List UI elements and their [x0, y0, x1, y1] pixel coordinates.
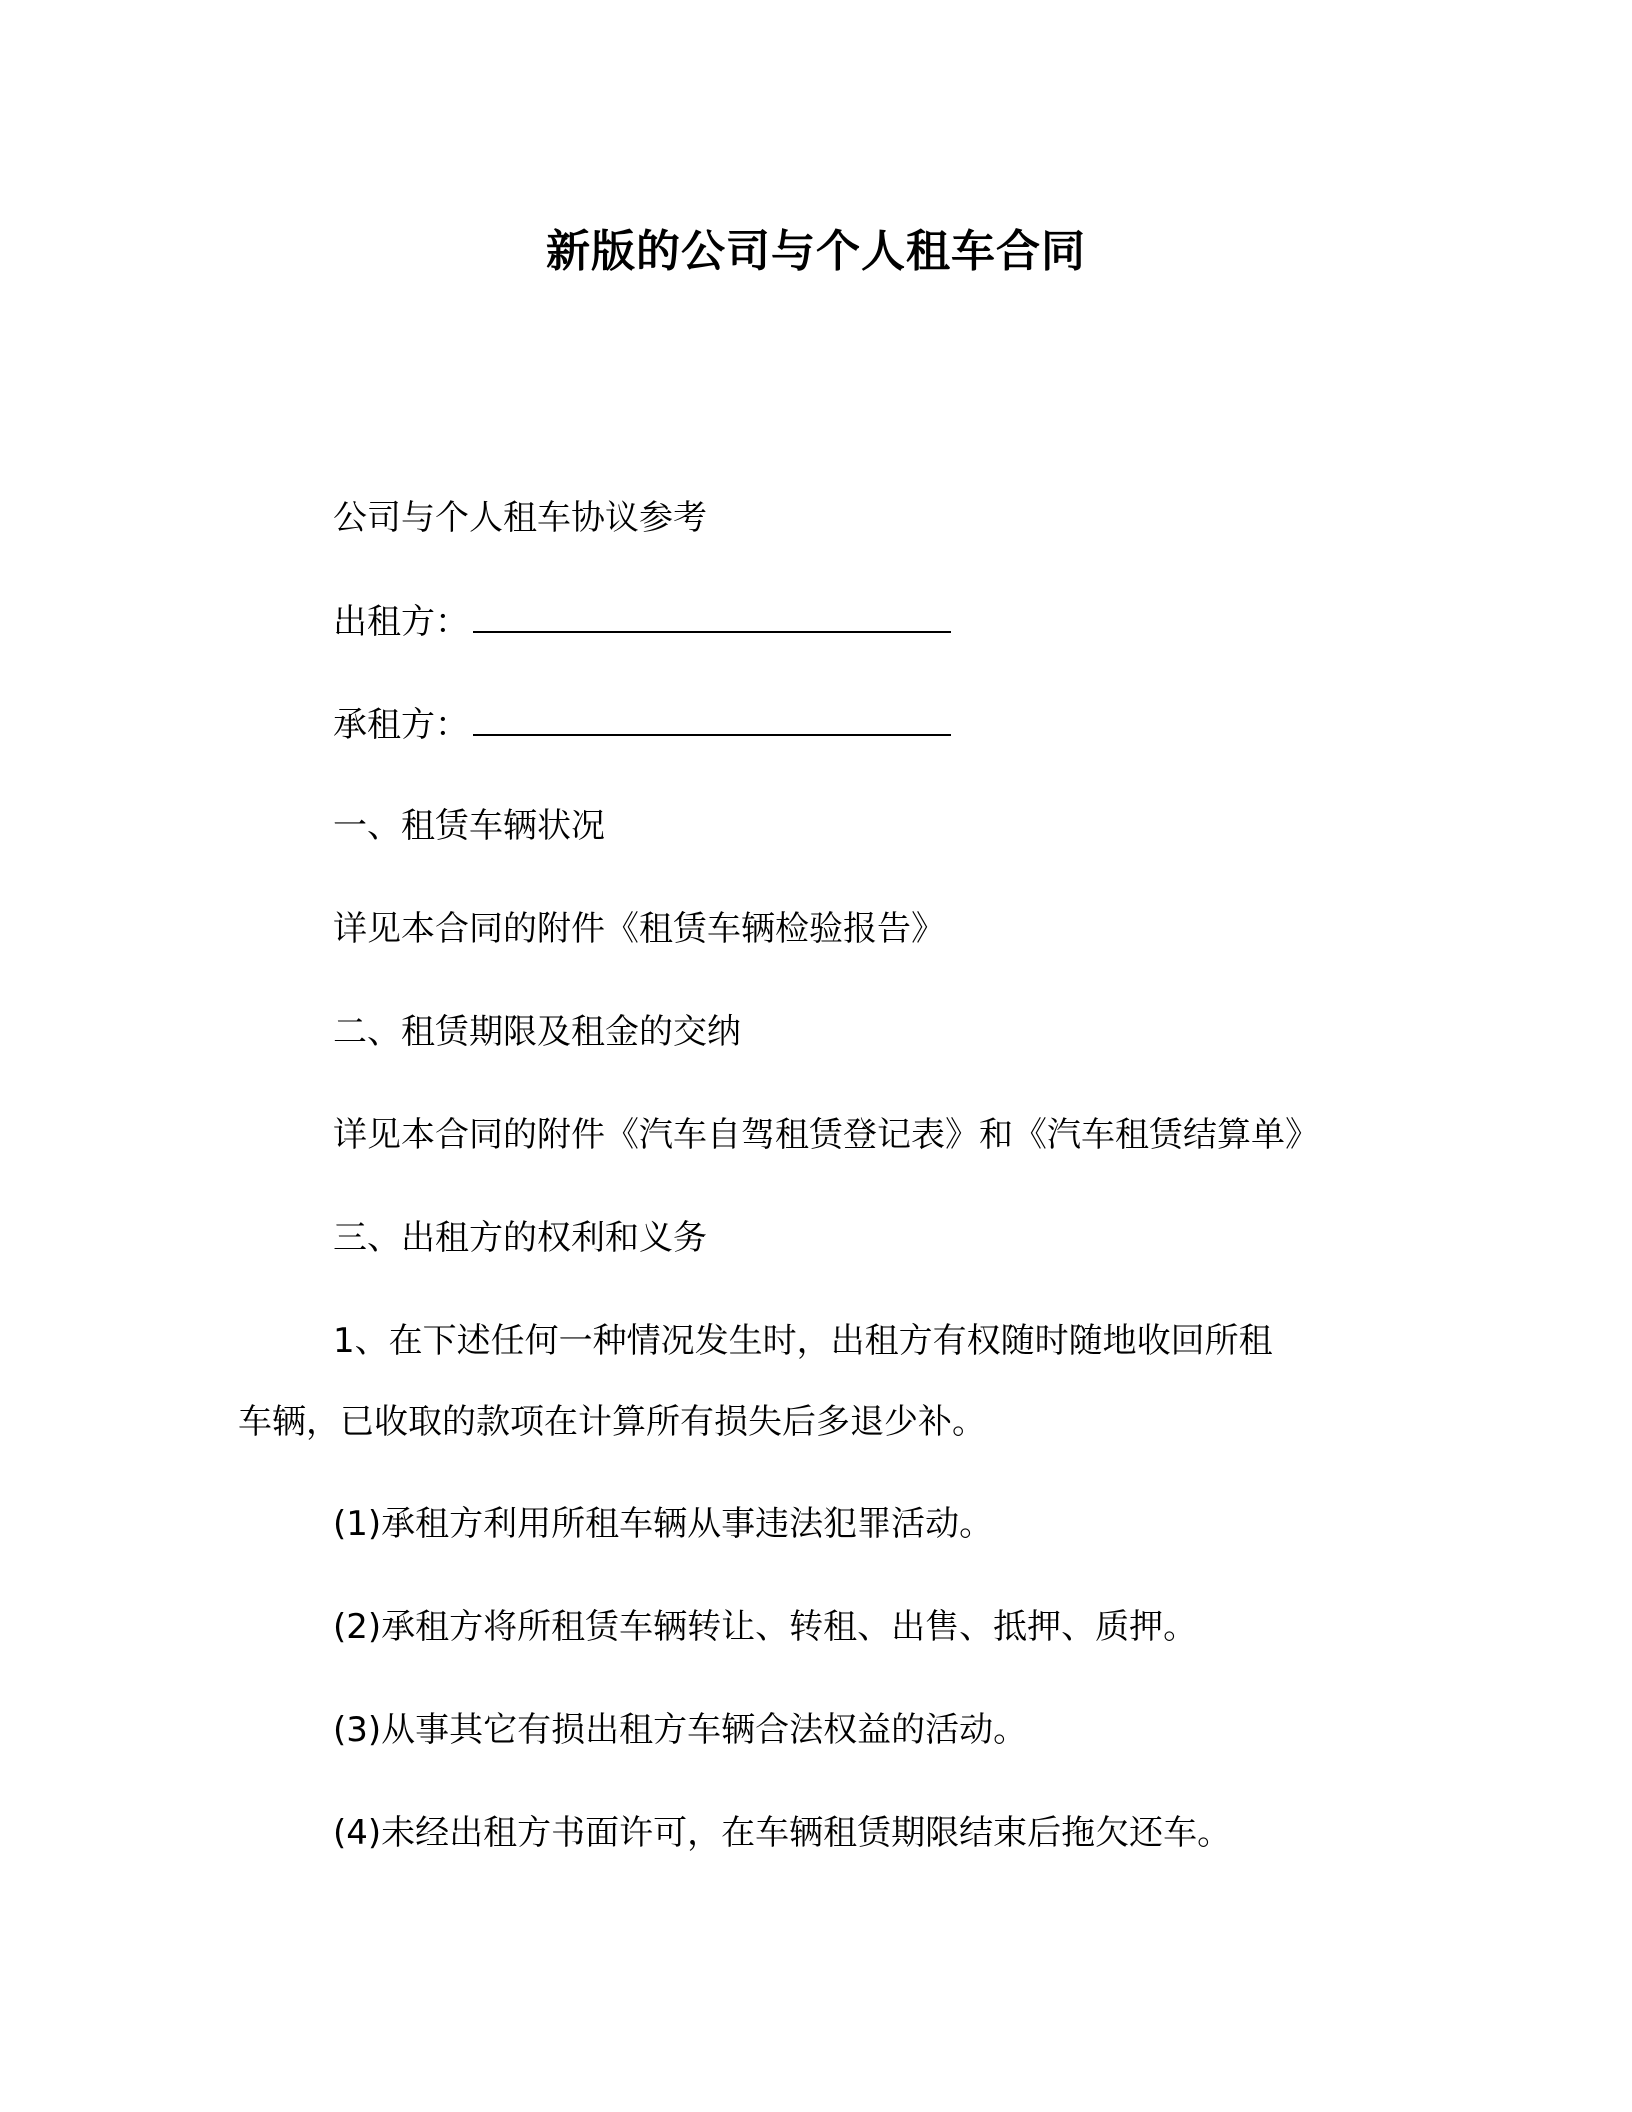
lessee-line	[333, 700, 951, 749]
clause1-line1: 1、在下述任何一种情况发生时，出租方有权随时随地收回所租	[333, 1321, 1273, 1361]
lessor-label: 出租方：	[333, 602, 469, 642]
lessor-blank	[473, 597, 951, 633]
document-title: 新版的公司与个人租车合同	[546, 226, 1086, 277]
clause1-line2: 车辆，已收取的款项在计算所有损失后多退少补。	[238, 1402, 986, 1442]
subtitle: 公司与个人租车协议参考	[333, 498, 707, 538]
item-3: (3)从事其它有损出租方车辆合法权益的活动。	[333, 1710, 1028, 1750]
section1-text: 详见本合同的附件《租赁车辆检验报告》	[333, 909, 945, 949]
section2-heading: 二、租赁期限及租金的交纳	[333, 1012, 741, 1052]
lessor-line	[333, 597, 951, 646]
section1-heading: 一、租赁车辆状况	[333, 806, 605, 846]
lessee-label: 承租方：	[333, 705, 469, 745]
lessee-blank	[473, 700, 951, 736]
item-2: (2)承租方将所租赁车辆转让、转租、出售、抵押、质押。	[333, 1607, 1198, 1647]
section3-heading: 三、出租方的权利和义务	[333, 1218, 707, 1258]
section2-text: 详见本合同的附件《汽车自驾租赁登记表》和《汽车租赁结算单》	[333, 1115, 1319, 1155]
item-4: (4)未经出租方书面许可，在车辆租赁期限结束后拖欠还车。	[333, 1813, 1232, 1853]
item-1: (1)承租方利用所租车辆从事违法犯罪活动。	[333, 1504, 994, 1544]
